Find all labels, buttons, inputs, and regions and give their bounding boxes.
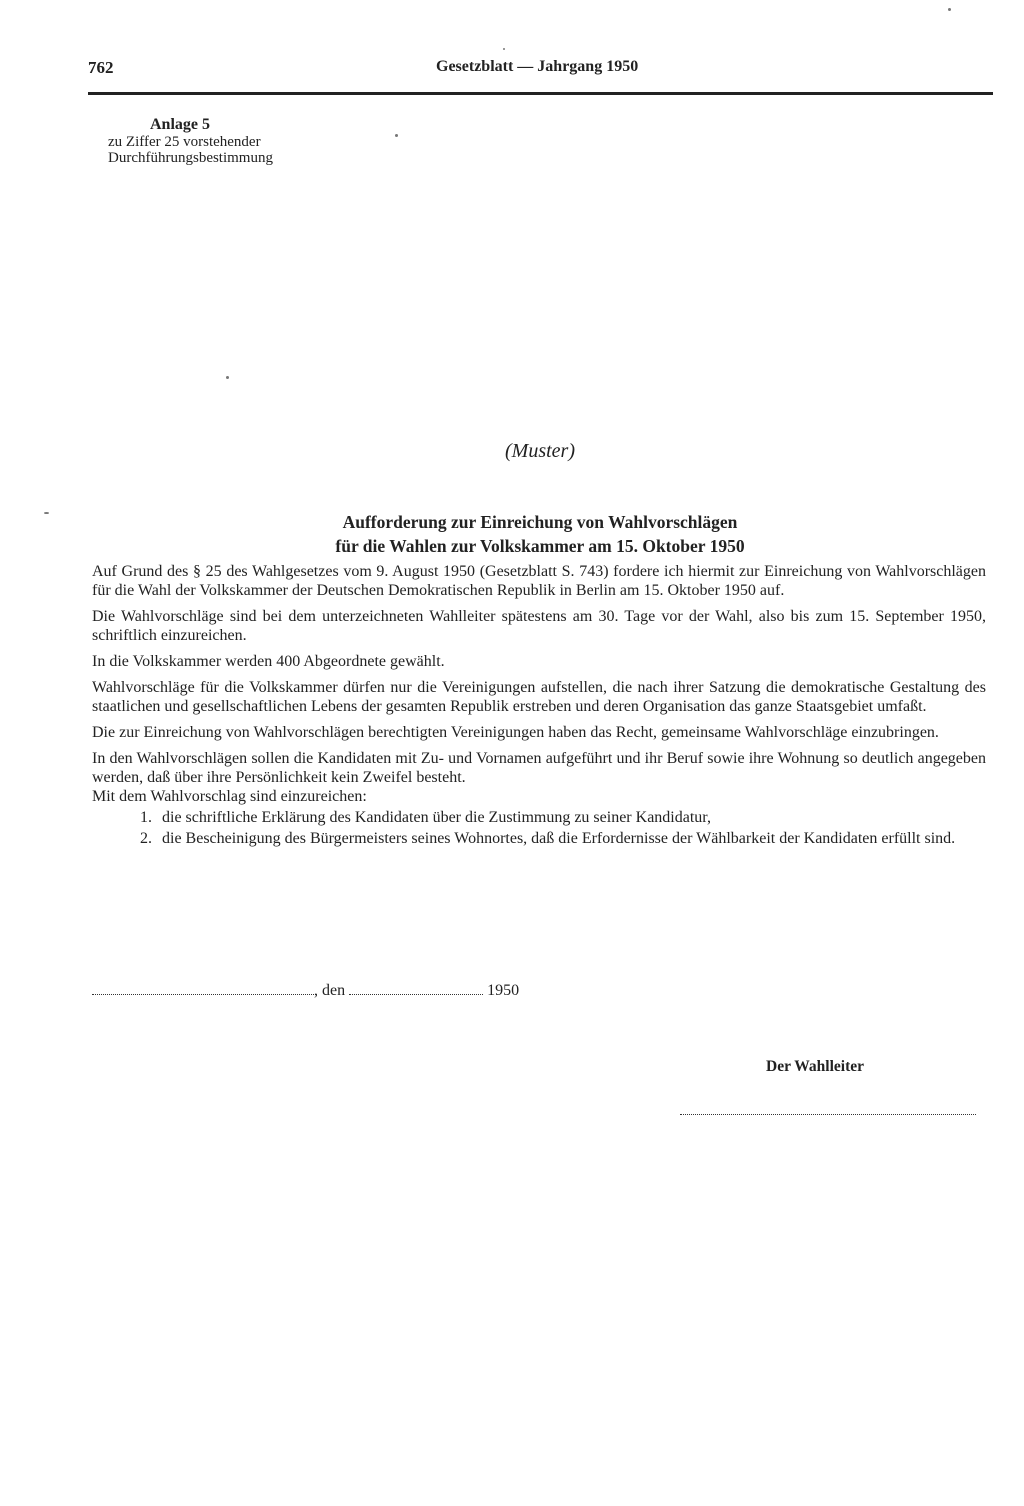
running-title: Gesetzblatt — Jahrgang 1950 <box>436 58 639 75</box>
annex-block <box>108 116 368 166</box>
form-heading-line: Aufforderung zur Einreichung von Wahlvorschlägen <box>342 512 738 532</box>
list-item <box>140 808 986 827</box>
list-item-text: die schriftliche Erklärung des Kandidaten über die Zustimmung zu seiner Kandidatur, <box>162 809 711 826</box>
scan-speck <box>395 134 398 137</box>
body-paragraph: Wahlvorschläge für die Volkskammer dürfen nur die Vereinigungen aufstellen, die nach ihrer Satzung die demokratische Gestaltung des staatlichen und gesellschaftlichen Lebens der gesamten Republik erstreben und deren Organisation das ganze Staatsgebiet umfaßt. <box>92 679 986 715</box>
body-paragraph: Die zur Einreichung von Wahlvorschlägen berechtigten Vereinigungen haben das Recht, gemeinsame Wahlvorschläge einzubringen. <box>92 724 939 741</box>
scan-speck <box>44 512 49 514</box>
list-item-number: 1. <box>140 809 152 826</box>
body-paragraph: Die Wahlvorschläge sind bei dem unterzeichneten Wahlleiter spätestens am 30. Tage vor der Wahl, also bis zum 15. September 1950, schriftlich einzureichen. <box>92 608 986 644</box>
list-item-number: 2. <box>140 830 152 847</box>
annex-reference-line: zu Ziffer 25 vorstehender <box>108 134 261 150</box>
scan-speck <box>503 48 505 50</box>
form-body <box>92 562 986 850</box>
page-header <box>88 58 992 86</box>
body-paragraph: Auf Grund des § 25 des Wahlgesetzes vom 9. August 1950 (Gesetzblatt S. 743) fordere ich hiermit zur Einreichung von Wahlvorschlägen für die Wahl der Volkskammer der Deutschen Demokratischen Republik in Berlin am 15. Oktober 1950 auf. <box>92 563 986 599</box>
body-paragraph: In die Volkskammer werden 400 Abgeordnete gewählt. <box>92 653 445 670</box>
place-blank-line <box>92 982 314 995</box>
body-paragraph-text: Mit dem Wahlvorschlag sind einzureichen: <box>92 788 367 805</box>
signature-blank-line <box>680 1104 976 1115</box>
list-item-text: die Bescheinigung des Bürgermeisters seines Wohnortes, daß die Erfordernisse der Wählbarkeit der Kandidaten erfüllt sind. <box>162 830 956 847</box>
date-comma-label: , den <box>314 982 346 999</box>
signature-title: Der Wahlleiter <box>766 1058 865 1075</box>
page-number: 762 <box>88 58 114 77</box>
date-year: 1950 <box>487 982 520 999</box>
date-blank-line <box>349 982 483 995</box>
body-paragraph <box>92 749 986 806</box>
list-item <box>140 829 986 848</box>
date-line <box>92 982 519 1000</box>
annex-reference-line: Durchführungsbestimmung <box>108 150 273 166</box>
form-label: (Muster) <box>505 440 575 462</box>
form-heading <box>110 510 970 558</box>
requirements-list <box>140 808 986 848</box>
body-paragraph-text: In den Wahlvorschlägen sollen die Kandidaten mit Zu- und Vornamen aufgeführt und ihr Beruf sowie ihre Wohnung so deutlich angegeben werden, daß über ihre Persönlichkeit kein Zweifel besteht. <box>92 750 986 786</box>
annex-title: Anlage 5 <box>150 116 210 133</box>
form-heading-line: für die Wahlen zur Volkskammer am 15. Oktober 1950 <box>335 536 745 556</box>
scan-speck <box>948 8 951 11</box>
header-rule <box>88 92 993 95</box>
scan-speck <box>226 376 229 379</box>
